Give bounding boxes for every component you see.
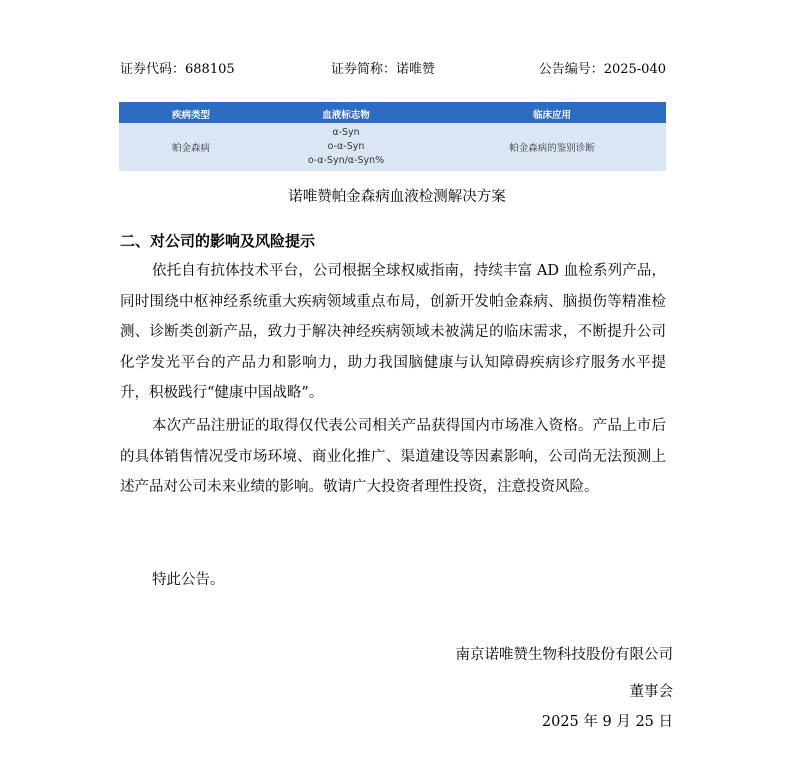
table-caption: 诺唯赞帕金森病血液检测解决方案 [288,189,506,205]
biomarker-table [119,102,666,171]
signature-board: 董事会 [629,684,673,700]
paragraph-risk: 本次产品注册证的取得仅代表公司相关产品获得国内市场准入资格。产品上市后的具体销售情况受市场环境、商业化推广、渠道建设等因素影响，公司尚无法预测上述产品对公司未来业绩的影响。敬请广大投资者理性投资，注意投资风险。 [120,418,666,495]
page-header [120,58,666,78]
column-header-application: 临床应用 [532,110,572,121]
paragraph-closing: 特此公告。 [152,572,225,588]
signature-date: 2025 年 9 月 25 日 [541,714,673,730]
table-header-row [119,102,666,123]
announcement-number: 公告编号：2025-040 [538,62,666,77]
signature-company: 南京诺唯赞生物科技股份有限公司 [455,647,673,663]
paragraph-impact: 依托自有抗体技术平台，公司根据全球权威指南，持续丰富 AD 血检系列产品，同时围绕中枢神经系统重大疾病领域重点布局，创新开发帕金森病、脑损伤等精准检测、诊断类创新产品，致力于解决神经疾病领域未被满足的临床需求，不断提升公司化学发光平台的产品力和影响力，助力我国脑健康与认知障碍疾病诊疗服务水平提升，积极践行“健康中国战略”。 [120,263,666,401]
marker-item: o-α-Syn/α-Syn% [307,155,385,166]
column-header-disease: 疾病类型 [171,110,211,121]
section-title: 二、对公司的影响及风险提示 [120,232,316,250]
table-row [119,123,666,171]
cell-application: 帕金森病的鉴别诊断 [509,143,595,154]
stock-code: 证券代码：688105 [120,62,235,77]
cell-markers [308,126,384,168]
stock-abbreviation: 证券简称：诺唯赞 [331,62,436,77]
column-header-markers: 血液标志物 [322,110,370,121]
cell-disease: 帕金森病 [171,143,211,154]
marker-item: α-Syn [332,127,360,138]
marker-item: o-α-Syn [327,141,365,152]
